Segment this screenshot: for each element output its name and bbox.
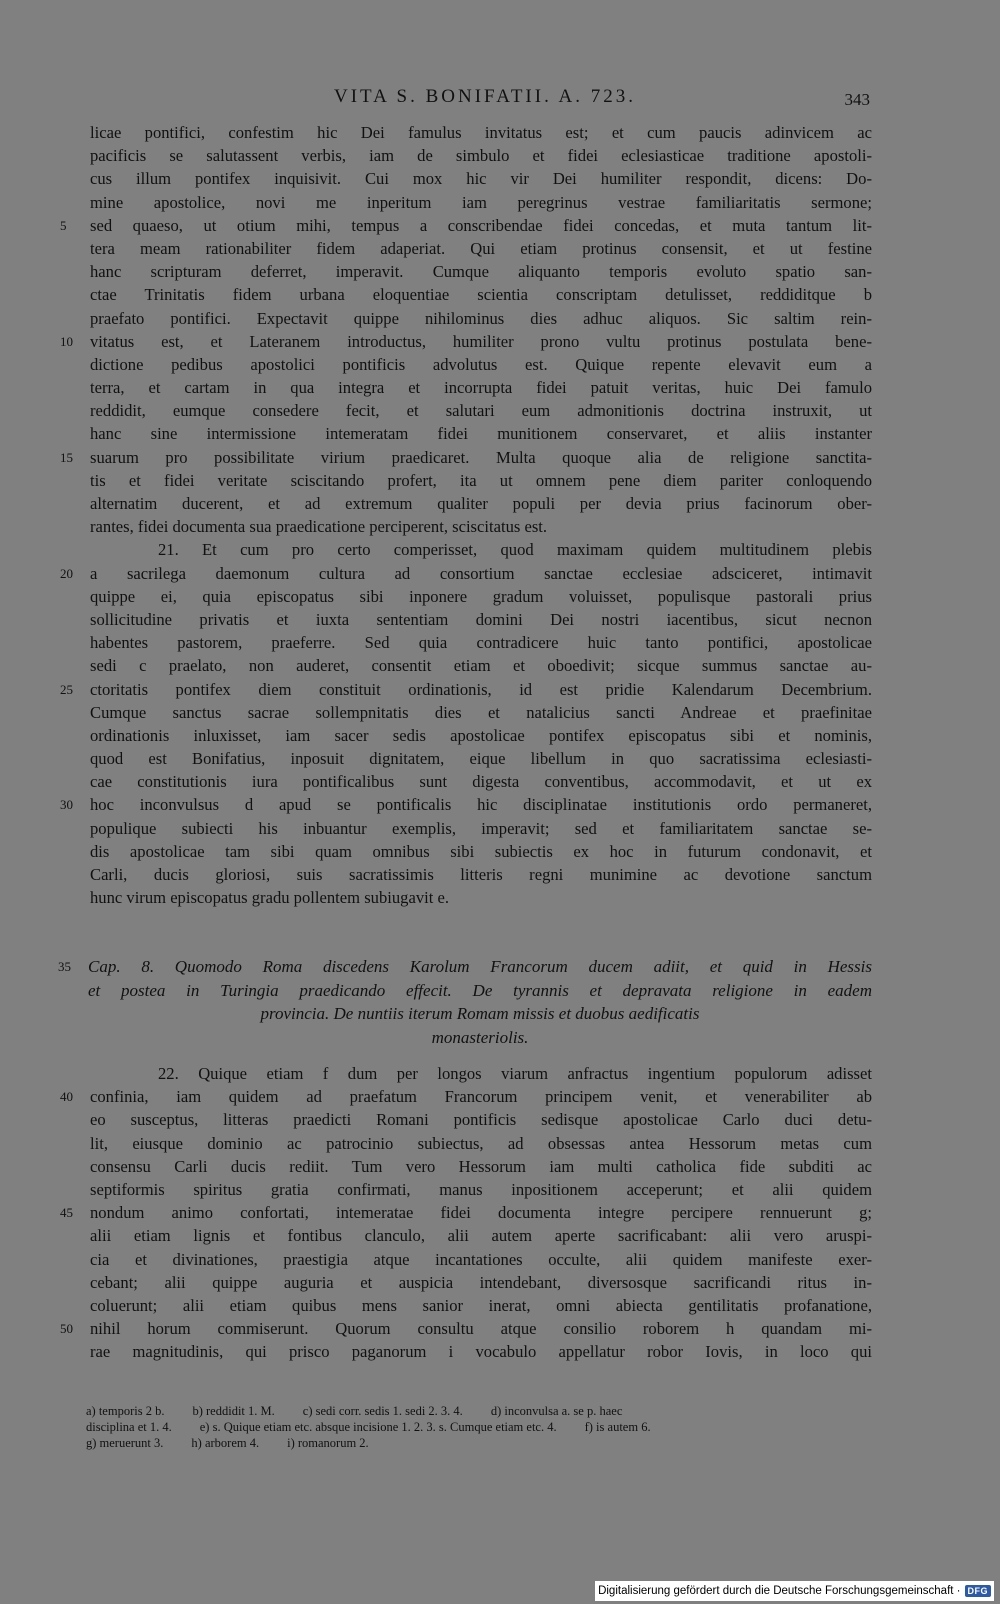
text-line: [90, 191, 872, 214]
text-line: [90, 538, 872, 561]
text-line: [60, 562, 872, 585]
text-line: [60, 214, 872, 237]
line-text: consensu Carli ducis rediit. Tum vero Hessorum iam multi catholica fide subditi ac: [90, 1156, 872, 1176]
dfg-logo: DFG: [965, 1585, 992, 1597]
running-title: VITA S. BONIFATII. A. 723.: [333, 86, 637, 107]
line-text: a sacrilega daemonum cultura ad consortium sanctae ecclesiae adsciceret, intimavit: [90, 563, 872, 583]
footnote-line: [86, 1435, 862, 1451]
text-line: [90, 1132, 872, 1155]
line-text: praefato pontifici. Expectavit quippe nihilominus dies adhuc aliquos. Sic saltim rein-: [90, 308, 872, 328]
text-line: [90, 1178, 872, 1201]
chapter-heading-line: 35 Cap. 8. Quomodo Roma discedens Karolum Francorum ducem adiit, et quid in Hessis: [88, 955, 872, 979]
line-text: Carli, ducis gloriosi, suis sacratissimis litteris regni munimine ac devotione sanctum: [90, 865, 872, 884]
main-text-block-2: [60, 1062, 872, 1363]
line-text: ctae Trinitatis fidem urbana eloquentiae scientia conscriptam detulisset, reddiditque b: [90, 285, 872, 305]
footnote: h) arborem 4.: [191, 1436, 260, 1450]
footnote: a) temporis 2 b.: [86, 1404, 165, 1418]
line-text: sollicitudine privatis et iuxta sententiam domini Dei nostri iacentibus, sicut necnon: [90, 609, 872, 629]
footnote: e) s. Quique etiam etc. absque incisione 1. 2. 3. s. Cumque etiam etc. 4.: [199, 1420, 557, 1434]
line-text: 22. Quique etiam f dum per longos viarum anfractus ingentium populorum adisset: [158, 1064, 872, 1083]
line-number: 20: [60, 565, 73, 581]
line-text: populique subiecti his inbuantur exemplis, imperavit; sed et familiaritatem sanctae se-: [90, 818, 872, 838]
line-text: nihil horum commiserunt. Quorum consultu atque consilio roborem h quandam mi-: [90, 1319, 872, 1339]
text-line: [90, 886, 872, 909]
line-text: tis et fidei veritate sciscitando profert, ita ut omnem pene diem pariter conloquendo: [90, 470, 872, 490]
text-line: [90, 260, 872, 283]
line-number: 50: [60, 1321, 73, 1337]
main-text-block-1: [60, 121, 872, 909]
line-number: 15: [60, 449, 73, 465]
text-line: [90, 770, 872, 793]
footnote: i) romanorum 2.: [287, 1436, 369, 1450]
footnote: c) sedi corr. sedis 1. sedi 2. 3. 4.: [302, 1404, 463, 1418]
text-line: [90, 237, 872, 260]
text-line: [90, 701, 872, 724]
line-number: 25: [60, 681, 73, 697]
credit-text: Digitalisierung gefördert durch die Deutsche Forschungsgemeinschaft ·: [598, 1585, 961, 1597]
line-text: eo susceptus, litteras praedicti Romani pontificis sedisque apostolicae Carlo duci detu-: [90, 1110, 872, 1130]
text-line: [90, 608, 872, 631]
chapter-heading-line: provincia. De nuntiis iterum Romam missis et duobus aedificatis: [260, 1004, 700, 1023]
line-text: quod est Bonifatius, inposuit dignitatem, eique libellum in quo sacratissima eclesiasti-: [90, 749, 872, 769]
line-text: coluerunt; alii etiam quibus mens sanior inerat, omni abiecta gentilitatis profanatione,: [90, 1295, 872, 1315]
text-line: [90, 1248, 872, 1271]
digitization-credit: [595, 1581, 994, 1601]
text-line: [60, 1085, 872, 1108]
line-text: quippe ei, quia episcopatus sibi inponere gradum voluisset, populisque pastorali prius: [90, 586, 872, 606]
line-text: Cumque sanctus sacrae sollempnitatis dies et natalicius sancti Andreae et praefinitae: [90, 702, 872, 722]
line-text: cia et divinationes, praestigia atque incantationes occulte, alii quidem manifeste exer-: [90, 1249, 872, 1269]
chapter-heading-line: et postea in Turingia praedicando effecit. De tyrannis et depravata religione in eadem: [88, 980, 872, 1000]
line-text: sed quaeso, ut otium mihi, tempus a conscribendae fidei concedas, et muta tantum lit-: [90, 215, 872, 235]
line-text: suarum pro possibilitate virium praedicaret. Multa quoque alia de religione sanctita-: [90, 447, 872, 467]
text-line: [90, 1155, 872, 1178]
footnote: disciplina et 1. 4.: [86, 1420, 172, 1434]
line-text: hanc scripturam deferret, imperavit. Cumque aliquanto temporis evoluto spatio san-: [90, 262, 872, 282]
text-line: [90, 283, 872, 306]
line-number: 30: [60, 797, 73, 813]
text-line: [90, 1062, 872, 1085]
text-line: [90, 492, 872, 515]
text-line: [90, 167, 872, 190]
line-text: 21. Et cum pro certo comperisset, quod maximam quidem multitudinem plebis: [158, 540, 872, 560]
text-line: [60, 330, 872, 353]
text-line: [90, 469, 872, 492]
chapter-heading-line: monasteriolis.: [431, 1027, 529, 1047]
text-line: [90, 1108, 872, 1131]
line-text: dis apostolicae tam sibi quam omnibus sibi subiectis ex hoc in futurum condonavit, et: [90, 841, 872, 861]
line-text: hunc virum episcopatus gradu pollentem subiugavit e.: [90, 888, 449, 908]
text-line: [90, 399, 872, 422]
text-line: [90, 817, 872, 840]
text-line: [90, 724, 872, 747]
footnote-line: [86, 1403, 862, 1419]
line-text: terra, et cartam in qua integra et incorrupta fidei patuit veritas, huic Dei famulo: [90, 378, 872, 398]
text-line: [90, 422, 872, 445]
line-text: tera meam rationabiliter fidem adaperiat. Qui etiam protinus consensit, et ut festine: [90, 238, 872, 258]
text-line: [90, 1271, 872, 1294]
line-text: ctoritatis pontifex diem constituit ordinationis, id est pridie Kalendarum Decembrium.: [90, 679, 872, 699]
line-text: licae pontifici, confestim hic Dei famulus invitatus est; et cum paucis adinvicem ac: [90, 123, 872, 142]
page-header: [100, 86, 870, 116]
line-text: rae magnitudinis, qui prisco paganorum i vocabulo appellatur robor Iovis, in loco qui: [90, 1342, 872, 1362]
text-line: [90, 863, 872, 886]
line-number: 5: [60, 217, 67, 233]
text-line: [90, 654, 872, 677]
line-number: 10: [60, 333, 73, 349]
line-text: rantes, fidei documenta sua praedicatione perciperent, sciscitatus est.: [90, 517, 548, 537]
text-line: [60, 793, 872, 816]
line-text: hanc sine intermissione intemeratam fidei munitionem conservaret, et aliis instanter: [90, 424, 872, 444]
line-text: vitatus est, et Lateranem introductus, humiliter prono vultu protinus postulata bene-: [90, 331, 872, 351]
line-text: reddidit, eumque consedere fecit, et salutari eum admonitionis doctrina instruxit, ut: [90, 401, 872, 421]
footnote: f) is autem 6.: [584, 1420, 651, 1434]
line-text: dictione pedibus apostolici pontificis advolutus est. Quique repente elevavit eum a: [90, 354, 872, 374]
line-number: 35: [58, 959, 71, 974]
line-text: pacificis se salutassent verbis, iam de simbulo et fidei eclesiasticae traditione apostoli-: [90, 146, 872, 166]
line-text: nondum animo confortati, intemeratae fidei documenta integre percipere rennuerunt g;: [90, 1203, 872, 1223]
text-line: [90, 515, 872, 538]
line-text: confinia, iam quidem ad praefatum Francorum principem venit, et venerabiliter ab: [90, 1087, 872, 1107]
text-line: [60, 1317, 872, 1340]
text-line: [60, 1201, 872, 1224]
line-text: habentes pastorem, praeferre. Sed quia contradicere huic tanto pontifici, apostolicae: [90, 633, 872, 653]
footnote: d) inconvulsa a. se p. haec: [490, 1404, 623, 1418]
line-text: alii etiam lignis et fontibus clanculo, alii autem aperte sacrificabant: alii vero aruspi-: [90, 1226, 872, 1246]
line-text: ordinationis inluxisset, iam sacer sedis apostolicae pontifex episcopatus sibi et nominis,: [90, 725, 872, 745]
text-line: [90, 1294, 872, 1317]
text-line: [60, 678, 872, 701]
text-line: [60, 446, 872, 469]
footnotes: [86, 1403, 862, 1451]
text-line: [90, 1224, 872, 1247]
text-line: [90, 747, 872, 770]
line-text: cae constitutionis iura pontificalibus sunt digesta conventibus, accommodavit, et ut ex: [90, 772, 872, 792]
line-text: alternatim ducerent, et ad extremum qualiter populi per devia prius facinorum ober-: [90, 494, 872, 513]
footnote-line: [86, 1419, 862, 1435]
text-line: [90, 307, 872, 330]
line-text: lit, eiusque dominio ac patrocinio subiectus, ad obsessas antea Hessorum metas cum: [90, 1133, 872, 1153]
line-text: septiformis spiritus gratia confirmati, manus inpositionem acceperunt; et alii quidem: [90, 1179, 872, 1199]
text-line: [90, 585, 872, 608]
text-line: [90, 840, 872, 863]
chapter-heading: [58, 955, 872, 1049]
line-text: cus illum pontifex inquisivit. Cui mox hic vir Dei humiliter respondit, dicens: Do-: [90, 169, 872, 189]
line-text: mine apostolice, novi me inperitum iam peregrinus vestrae familiaritatis sermone;: [90, 192, 872, 212]
line-number: 40: [60, 1089, 73, 1105]
text-line: [90, 376, 872, 399]
footnote: g) meruerunt 3.: [86, 1436, 164, 1450]
footnote: b) reddidit 1. M.: [192, 1404, 275, 1418]
line-text: hoc inconvulsus d apud se pontificalis hic disciplinatae institutionis ordo permaneret,: [90, 795, 872, 815]
text-line: [90, 1340, 872, 1363]
text-line: [90, 144, 872, 167]
text-line: [90, 631, 872, 654]
line-text: cebant; alii quippe auguria et auspicia intendebant, diversosque sacrificandi ritus in-: [90, 1272, 872, 1292]
text-line: [90, 353, 872, 376]
line-number: 45: [60, 1205, 73, 1221]
text-line: [90, 121, 872, 144]
page-number: 343: [844, 90, 870, 109]
line-text: sedi c praelato, non auderet, consentit etiam et oboedivit; sicque summus sanctae au-: [90, 656, 872, 676]
